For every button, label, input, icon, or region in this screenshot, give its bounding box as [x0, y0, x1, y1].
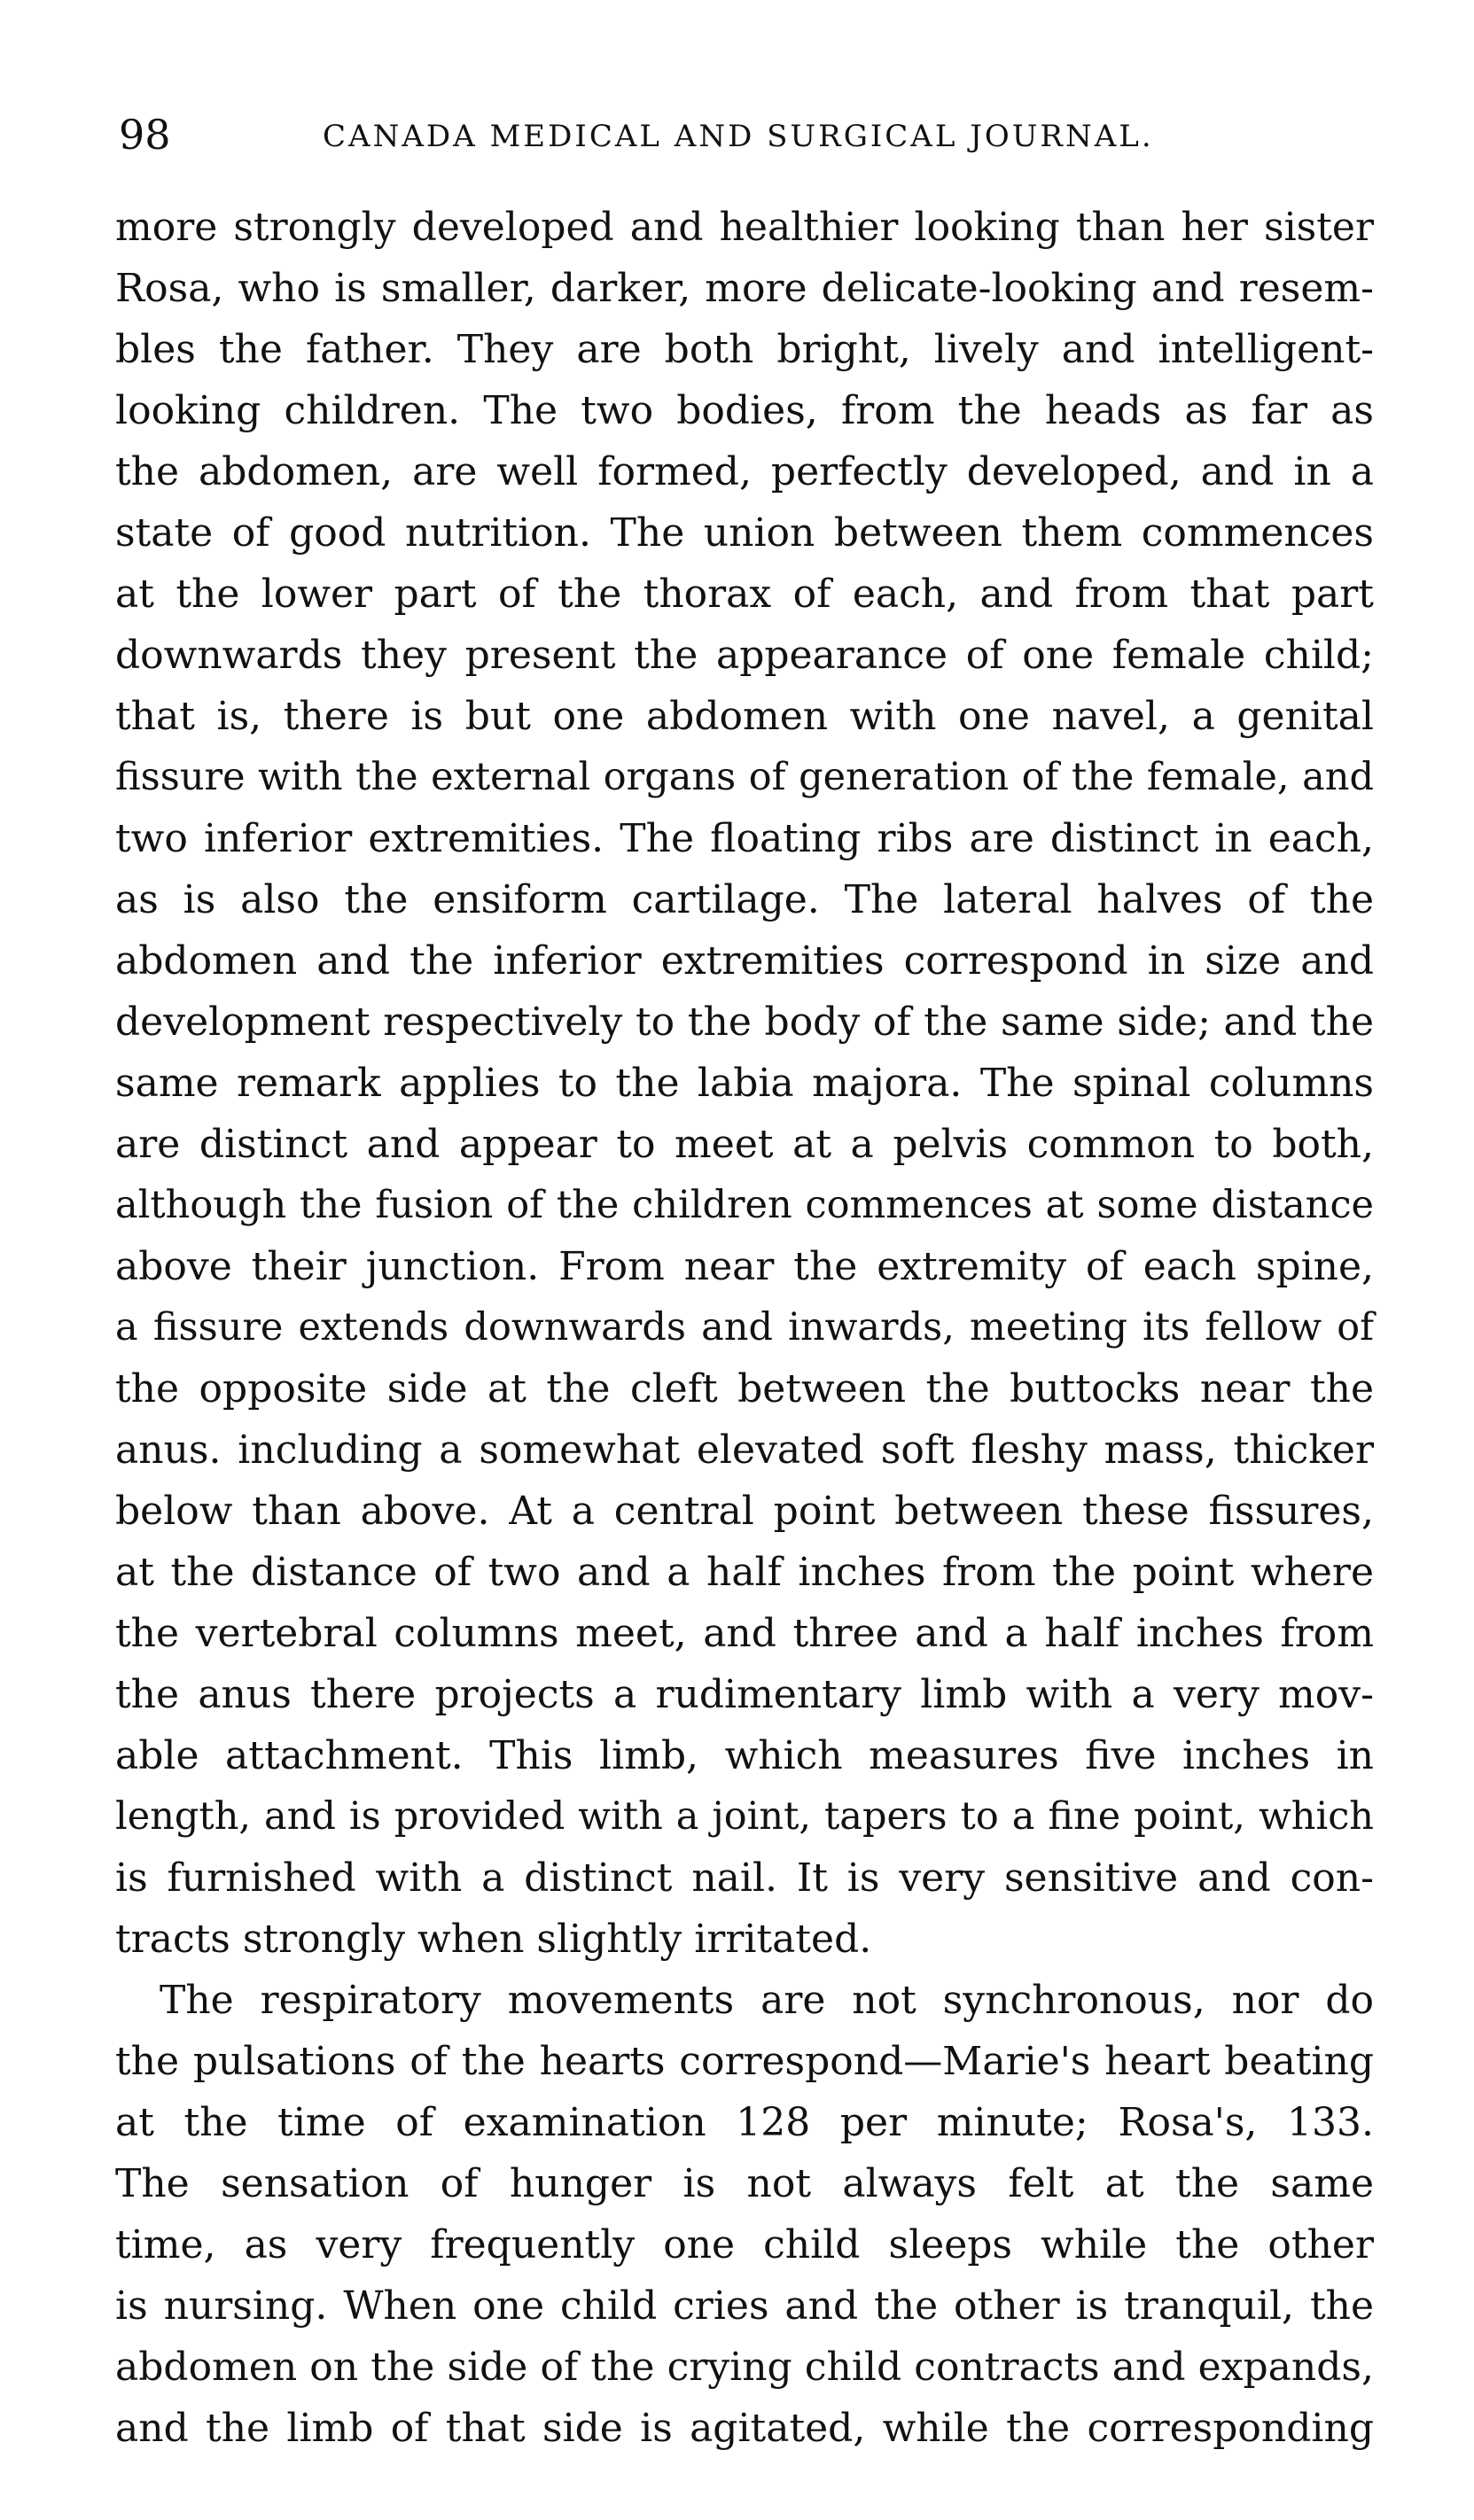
- text-line: are distinct and appear to meet at a pelvis common to both,: [115, 1122, 1374, 1167]
- text-line: the vertebral columns meet, and three and a half inches from: [115, 1611, 1374, 1656]
- text-line: time, as very frequently one child sleeps while the other: [115, 2222, 1374, 2267]
- text-line: at the lower part of the thorax of each, and from that part: [115, 572, 1374, 617]
- text-line: and the limb of that side is agitated, while the corresponding: [115, 2406, 1374, 2451]
- text-line: at the distance of two and a half inches from the point where: [115, 1550, 1374, 1595]
- text-line: tracts strongly when slightly irritated.: [115, 1917, 872, 1962]
- text-line: a fissure extends downwards and inwards, meeting its fellow of: [115, 1305, 1374, 1349]
- text-line: although the fusion of the children commences at some distance: [115, 1183, 1374, 1227]
- text-line: bles the father. They are both bright, lively and intelligent-: [115, 327, 1374, 372]
- text-line: is nursing. When one child cries and the other is tranquil, the: [115, 2283, 1374, 2329]
- text-line: the abdomen, are well formed, perfectly developed, and in a: [115, 449, 1374, 494]
- paragraph-1: [115, 197, 1374, 1970]
- text-line: the pulsations of the hearts correspond—Marie's heart beating: [115, 2039, 1374, 2084]
- text-line: Rosa, who is smaller, darker, more delicate-looking and resem-: [115, 266, 1374, 311]
- text-line: state of good nutrition. The union between them commences: [115, 510, 1374, 556]
- text-line: anus. including a somewhat elevated soft fleshy mass, thicker: [115, 1427, 1374, 1473]
- text-line: abdomen and the inferior extremities correspond in size and: [115, 938, 1374, 984]
- text-line: the anus there projects a rudimentary limb with a very mov-: [115, 1672, 1374, 1717]
- journal-title: CANADA MEDICAL AND SURGICAL JOURNAL.: [323, 119, 1154, 154]
- text-line: downwards they present the appearance of one female child;: [115, 633, 1374, 678]
- text-line: as is also the ensiform cartilage. The lateral halves of the: [115, 877, 1374, 922]
- text-line: length, and is provided with a joint, tapers to a fine point, which: [115, 1794, 1374, 1839]
- text-line: able attachment. This limb, which measures five inches in: [115, 1733, 1374, 1778]
- page-number: 98: [119, 111, 171, 159]
- text-line: looking children. The two bodies, from the heads as far as: [115, 388, 1374, 433]
- text-line: at the time of examination 128 per minute; Rosa's, 133.: [115, 2100, 1374, 2145]
- body-text: [115, 197, 1374, 2459]
- text-line: fissure with the external organs of generation of the female, and: [115, 755, 1374, 799]
- text-line: The sensation of hunger is not always felt at the same: [115, 2161, 1374, 2206]
- text-line: more strongly developed and healthier looking than her sister: [115, 205, 1374, 250]
- text-line: that is, there is but one abdomen with one navel, a genital: [115, 694, 1374, 739]
- text-line: the opposite side at the cleft between the buttocks near the: [115, 1366, 1374, 1412]
- running-head: [119, 108, 1377, 161]
- text-line: two inferior extremities. The floating ribs are distinct in each,: [115, 816, 1374, 861]
- text-line: below than above. At a central point between these fissures,: [115, 1489, 1374, 1534]
- text-line: development respectively to the body of the same side; and the: [115, 999, 1374, 1045]
- paragraph-2: [115, 1970, 1374, 2459]
- text-line: above their junction. From near the extremity of each spine,: [115, 1244, 1374, 1289]
- text-line: same remark applies to the labia majora. The spinal columns: [115, 1061, 1374, 1106]
- text-line: is furnished with a distinct nail. It is very sensitive and con-: [115, 1855, 1374, 1901]
- text-line: abdomen on the side of the crying child contracts and expands,: [115, 2345, 1374, 2390]
- text-line: The respiratory movements are not synchronous, nor do: [160, 1978, 1374, 2023]
